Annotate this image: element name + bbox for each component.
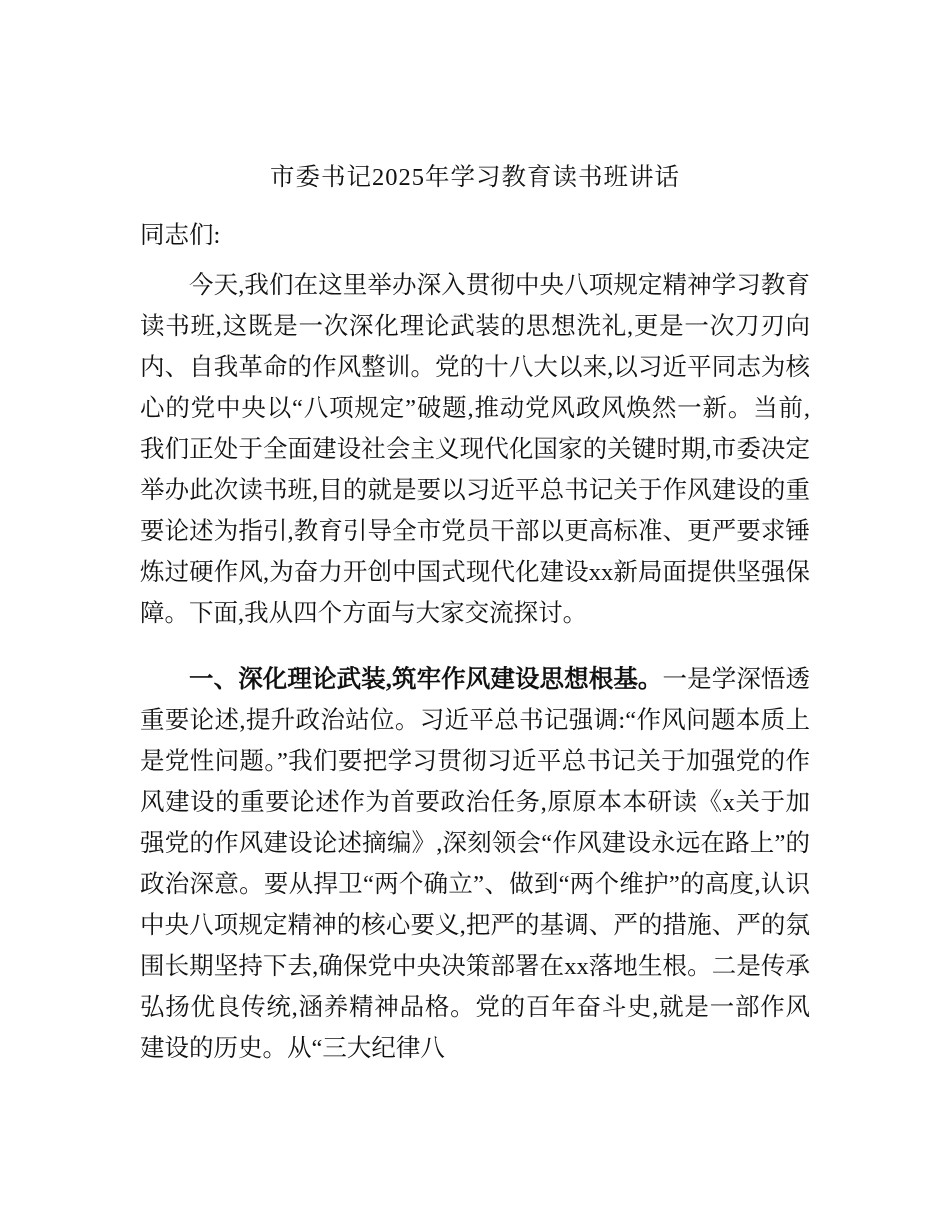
paragraph-intro bbox=[140, 265, 810, 634]
document-title: 市委书记2025年学习教育读书班讲话 bbox=[270, 164, 680, 191]
paragraph-section-one bbox=[140, 659, 810, 1069]
section-one-text: 一是学深悟透重要论述,提升政治站位。习近平总书记强调:“作风问题本质上是党性问题。”我们要把学习贯彻习近平总书记关于加强党的作风建设的重要论述作为首要政治任务,原原本本研读《x关于加强党的作风建设论述摘编》,深刻领会“作风建设永远在路上”的政治深意。要从捍卫“两个确立”、做到“两个维护”的高度,认识中央八项规定精神的核心要义,把严的基调、严的措施、严的氛围长期坚持下去,确保党中央决策部署在xx落地生根。二是传承弘扬优良传统,涵养精神品格。党的百年奋斗史,就是一部作风建设的历史。从“三大纪律八 bbox=[140, 666, 811, 1062]
salutation: 同志们: bbox=[140, 222, 221, 249]
section-one-heading: 一、深化理论武装,筑牢作风建设思想根基。 bbox=[189, 666, 663, 693]
paragraph-intro-text: 今天,我们在这里举办深入贯彻中央八项规定精神学习教育读书班,这既是一次深化理论武装的思想洗礼,更是一次刀刃向内、自我革命的作风整训。党的十八大以来,以习近平同志为核心的党中央以“八项规定”破题,推动党风政风焕然一新。当前,我们正处于全面建设社会主义现代化国家的关键时期,市委决定举办此次读书班,目的就是要以习近平总书记关于作风建设的重要论述为指引,教育引导全市党员干部以更高标准、更严要求锤炼过硬作风,为奋力开创中国式现代化建设xx新局面提供坚强保障。下面,我从四个方面与大家交流探讨。 bbox=[140, 272, 810, 627]
